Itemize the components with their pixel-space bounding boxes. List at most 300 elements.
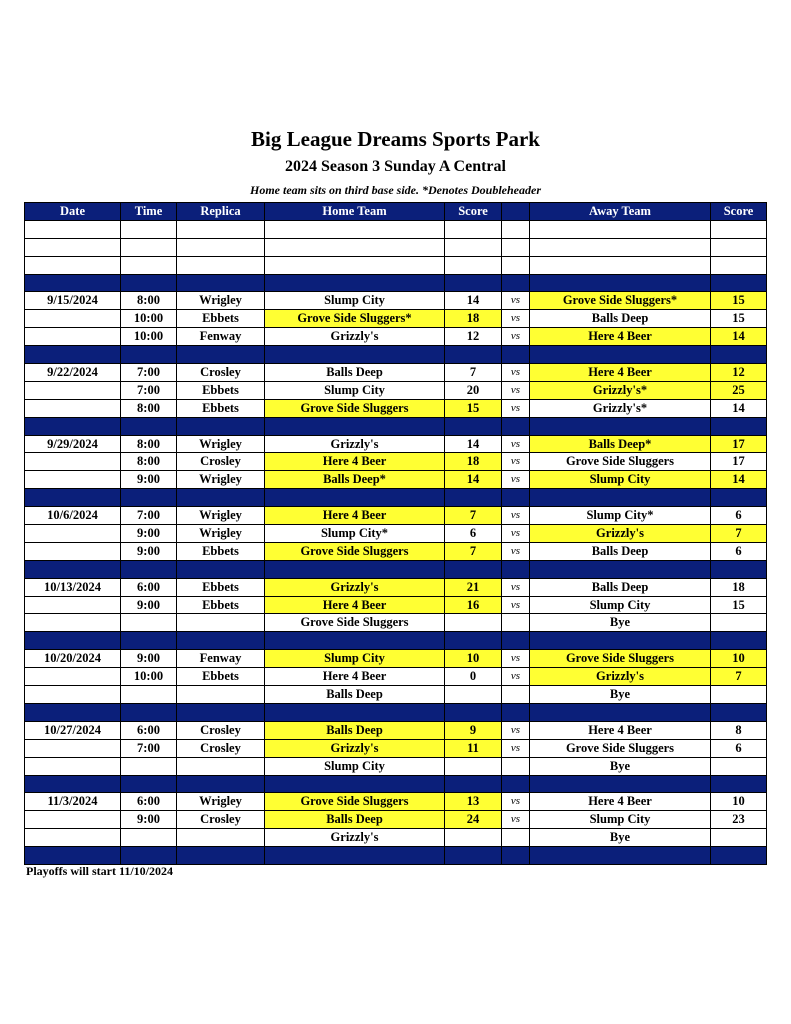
cell-away-team: Grove Side Sluggers [530,739,711,757]
cell-home-team [265,775,445,793]
cell-time: 8:00 [121,435,177,453]
col-header-away-team: Away Team [530,203,711,221]
cell-away-score [711,560,767,578]
week-separator-row [25,847,767,865]
cell-replica: Crosley [177,364,265,382]
week-separator-row [25,775,767,793]
cell-vs [502,274,530,292]
cell-replica: Wrigley [177,292,265,310]
cell-replica: Crosley [177,453,265,471]
cell-vs [502,238,530,256]
cell-home-score: 13 [445,793,502,811]
cell-home-team: Grove Side Sluggers [265,542,445,560]
cell-away-team [530,417,711,435]
cell-vs [502,775,530,793]
cell-away-score: 8 [711,721,767,739]
table-row [25,650,767,668]
cell-date [25,668,121,686]
cell-date [25,256,121,274]
cell-home-score [445,829,502,847]
cell-time: 7:00 [121,507,177,525]
cell-home-team: Grizzly's [265,829,445,847]
table-row [25,453,767,471]
cell-date [25,775,121,793]
cell-time [121,703,177,721]
cell-time: 6:00 [121,793,177,811]
cell-away-team: Grove Side Sluggers [530,650,711,668]
cell-vs [502,417,530,435]
cell-vs: vs [502,811,530,829]
table-row [25,507,767,525]
cell-home-score [445,274,502,292]
table-row [25,578,767,596]
cell-home-score: 14 [445,471,502,489]
cell-date: 10/13/2024 [25,578,121,596]
cell-time: 9:00 [121,542,177,560]
cell-vs: vs [502,721,530,739]
cell-time: 9:00 [121,596,177,614]
cell-away-team [530,489,711,507]
table-row [25,328,767,346]
cell-replica: Fenway [177,650,265,668]
cell-home-score: 0 [445,668,502,686]
cell-away-score: 12 [711,364,767,382]
cell-date [25,238,121,256]
cell-date [25,310,121,328]
cell-home-score: 15 [445,399,502,417]
cell-home-team: Balls Deep [265,721,445,739]
cell-home-score: 6 [445,525,502,543]
cell-vs: vs [502,453,530,471]
cell-home-team: Grizzly's [265,739,445,757]
table-row [25,542,767,560]
cell-time: 7:00 [121,364,177,382]
cell-home-score: 16 [445,596,502,614]
table-row [25,596,767,614]
cell-away-team: Here 4 Beer [530,721,711,739]
cell-away-score: 25 [711,381,767,399]
cell-vs [502,489,530,507]
cell-home-team: Balls Deep* [265,471,445,489]
cell-time: 7:00 [121,739,177,757]
col-header-replica: Replica [177,203,265,221]
cell-home-score: 14 [445,292,502,310]
cell-replica [177,220,265,238]
cell-away-team: Bye [530,614,711,632]
cell-home-team [265,703,445,721]
cell-vs [502,346,530,364]
cell-replica: Ebbets [177,310,265,328]
cell-time: 9:00 [121,525,177,543]
cell-replica: Ebbets [177,668,265,686]
cell-home-team [265,238,445,256]
cell-away-team [530,703,711,721]
cell-away-score: 6 [711,507,767,525]
cell-vs [502,829,530,847]
cell-date: 9/22/2024 [25,364,121,382]
cell-replica: Crosley [177,721,265,739]
table-row [25,399,767,417]
cell-away-score: 7 [711,525,767,543]
cell-home-team: Slump City [265,381,445,399]
cell-home-team [265,560,445,578]
cell-replica: Ebbets [177,542,265,560]
cell-time [121,238,177,256]
col-header-home-score: Score [445,203,502,221]
cell-away-score [711,614,767,632]
cell-home-team: Balls Deep [265,364,445,382]
cell-away-team: Grove Side Sluggers [530,453,711,471]
cell-replica: Wrigley [177,435,265,453]
cell-date [25,686,121,704]
cell-away-team [530,274,711,292]
cell-date [25,471,121,489]
cell-away-score [711,489,767,507]
cell-date [25,847,121,865]
cell-home-score [445,703,502,721]
cell-vs [502,256,530,274]
cell-away-team: Balls Deep* [530,435,711,453]
cell-time [121,757,177,775]
cell-home-team: Slump City* [265,525,445,543]
cell-home-score [445,632,502,650]
cell-away-team [530,346,711,364]
cell-home-team: Slump City [265,650,445,668]
table-row [25,435,767,453]
cell-date [25,703,121,721]
cell-home-team: Balls Deep [265,686,445,704]
table-header-row [25,203,767,221]
cell-home-team: Here 4 Beer [265,596,445,614]
cell-time [121,274,177,292]
cell-home-team [265,847,445,865]
cell-away-score [711,829,767,847]
cell-time: 8:00 [121,399,177,417]
cell-away-team: Balls Deep [530,542,711,560]
cell-time [121,560,177,578]
cell-date: 11/3/2024 [25,793,121,811]
cell-home-score: 11 [445,739,502,757]
cell-date [25,274,121,292]
cell-home-team [265,220,445,238]
table-row [25,525,767,543]
cell-home-score: 7 [445,507,502,525]
cell-replica: Ebbets [177,381,265,399]
page-note: Home team sits on third base side. *Denotes Doubleheader [250,183,541,197]
cell-away-team: Slump City [530,596,711,614]
cell-home-score [445,346,502,364]
cell-home-team: Slump City [265,757,445,775]
cell-away-score [711,238,767,256]
cell-away-team: Slump City* [530,507,711,525]
cell-replica [177,238,265,256]
cell-replica: Wrigley [177,525,265,543]
cell-home-score: 9 [445,721,502,739]
cell-home-score [445,220,502,238]
blank-row [25,220,767,238]
cell-replica [177,346,265,364]
cell-replica: Wrigley [177,471,265,489]
cell-time: 10:00 [121,668,177,686]
cell-away-score [711,632,767,650]
cell-vs: vs [502,507,530,525]
cell-date [25,757,121,775]
cell-vs: vs [502,364,530,382]
cell-replica [177,560,265,578]
cell-away-team: Here 4 Beer [530,328,711,346]
table-row [25,739,767,757]
col-header-date: Date [25,203,121,221]
cell-date [25,632,121,650]
table-row [25,292,767,310]
cell-away-score [711,220,767,238]
schedule-body [25,220,767,864]
cell-time [121,829,177,847]
cell-home-team: Balls Deep [265,811,445,829]
cell-away-team [530,632,711,650]
table-row [25,829,767,847]
cell-replica [177,417,265,435]
cell-replica [177,829,265,847]
cell-date: 9/29/2024 [25,435,121,453]
cell-date [25,829,121,847]
cell-date [25,453,121,471]
cell-home-score: 7 [445,364,502,382]
cell-away-score [711,757,767,775]
cell-away-score [711,775,767,793]
cell-away-score [711,256,767,274]
cell-away-score [711,847,767,865]
cell-vs [502,686,530,704]
cell-home-team: Grove Side Sluggers [265,793,445,811]
table-row [25,310,767,328]
col-header-time: Time [121,203,177,221]
cell-away-team [530,560,711,578]
cell-home-team: Grove Side Sluggers [265,614,445,632]
cell-time: 9:00 [121,471,177,489]
cell-home-score: 24 [445,811,502,829]
page-subtitle: 2024 Season 3 Sunday A Central [285,158,506,175]
cell-replica: Ebbets [177,596,265,614]
table-row [25,811,767,829]
cell-away-team: Grizzly's* [530,399,711,417]
cell-replica [177,847,265,865]
cell-vs [502,614,530,632]
cell-date [25,220,121,238]
cell-away-team [530,775,711,793]
cell-replica [177,256,265,274]
cell-date [25,739,121,757]
cell-replica [177,757,265,775]
cell-away-score: 14 [711,399,767,417]
cell-time: 8:00 [121,453,177,471]
cell-vs: vs [502,578,530,596]
cell-away-score: 15 [711,310,767,328]
cell-vs: vs [502,793,530,811]
cell-away-score: 6 [711,542,767,560]
table-row [25,381,767,399]
cell-replica: Wrigley [177,507,265,525]
cell-replica [177,775,265,793]
cell-home-score [445,256,502,274]
cell-time: 9:00 [121,811,177,829]
cell-replica: Ebbets [177,578,265,596]
week-separator-row [25,632,767,650]
cell-home-team [265,256,445,274]
cell-away-team: Bye [530,686,711,704]
cell-vs: vs [502,739,530,757]
cell-date: 10/20/2024 [25,650,121,668]
cell-away-score: 10 [711,793,767,811]
cell-replica [177,614,265,632]
cell-home-score: 7 [445,542,502,560]
cell-vs [502,560,530,578]
cell-date [25,811,121,829]
week-separator-row [25,489,767,507]
cell-home-team: Here 4 Beer [265,668,445,686]
cell-home-score [445,238,502,256]
cell-time [121,847,177,865]
cell-away-score [711,703,767,721]
cell-away-team [530,847,711,865]
week-separator-row [25,346,767,364]
cell-away-team [530,220,711,238]
cell-time: 7:00 [121,381,177,399]
col-header-away-score: Score [711,203,767,221]
cell-away-score: 14 [711,328,767,346]
cell-time [121,346,177,364]
cell-replica [177,632,265,650]
cell-replica [177,274,265,292]
cell-vs: vs [502,310,530,328]
cell-away-score: 17 [711,453,767,471]
cell-vs: vs [502,596,530,614]
cell-vs: vs [502,650,530,668]
cell-date [25,489,121,507]
cell-home-score: 20 [445,381,502,399]
cell-home-team: Slump City [265,292,445,310]
cell-home-score [445,417,502,435]
cell-replica [177,489,265,507]
cell-date [25,346,121,364]
cell-away-score: 7 [711,668,767,686]
cell-home-team [265,489,445,507]
cell-home-team: Here 4 Beer [265,453,445,471]
schedule-table [24,202,767,865]
blank-row [25,238,767,256]
cell-home-team: Grizzly's [265,435,445,453]
cell-replica [177,686,265,704]
cell-away-score: 18 [711,578,767,596]
cell-away-score: 6 [711,739,767,757]
cell-vs: vs [502,399,530,417]
cell-home-score [445,614,502,632]
week-separator-row [25,703,767,721]
cell-replica: Crosley [177,811,265,829]
page-title: Big League Dreams Sports Park [251,127,540,151]
cell-time: 8:00 [121,292,177,310]
cell-home-score [445,686,502,704]
table-row [25,614,767,632]
cell-home-team: Grizzly's [265,578,445,596]
cell-away-team: Slump City [530,471,711,489]
cell-date [25,542,121,560]
cell-away-score [711,274,767,292]
cell-home-score [445,560,502,578]
table-row [25,668,767,686]
cell-away-team: Here 4 Beer [530,364,711,382]
week-separator-row [25,274,767,292]
cell-time [121,256,177,274]
cell-time [121,686,177,704]
cell-away-score: 23 [711,811,767,829]
cell-away-score [711,417,767,435]
cell-time: 9:00 [121,650,177,668]
cell-home-team [265,417,445,435]
cell-away-team: Balls Deep [530,578,711,596]
cell-away-team: Bye [530,829,711,847]
cell-away-team: Grizzly's* [530,381,711,399]
cell-home-score: 14 [445,435,502,453]
cell-vs: vs [502,292,530,310]
cell-away-team: Here 4 Beer [530,793,711,811]
cell-home-score [445,775,502,793]
cell-away-team [530,238,711,256]
cell-home-team: Here 4 Beer [265,507,445,525]
cell-time [121,775,177,793]
cell-home-score [445,847,502,865]
cell-vs: vs [502,471,530,489]
cell-home-score [445,489,502,507]
cell-date [25,614,121,632]
cell-home-score: 12 [445,328,502,346]
cell-date [25,399,121,417]
cell-vs [502,632,530,650]
cell-vs [502,220,530,238]
cell-away-score [711,346,767,364]
cell-away-score: 17 [711,435,767,453]
table-row [25,364,767,382]
week-separator-row [25,560,767,578]
cell-away-team: Slump City [530,811,711,829]
cell-away-team: Balls Deep [530,310,711,328]
cell-date [25,596,121,614]
cell-home-team: Grove Side Sluggers [265,399,445,417]
cell-away-team: Grove Side Sluggers* [530,292,711,310]
cell-date [25,417,121,435]
cell-away-score: 15 [711,596,767,614]
cell-away-score [711,686,767,704]
cell-replica: Ebbets [177,399,265,417]
cell-date: 10/27/2024 [25,721,121,739]
blank-row [25,256,767,274]
cell-replica: Fenway [177,328,265,346]
cell-time: 10:00 [121,310,177,328]
cell-time [121,614,177,632]
week-separator-row [25,417,767,435]
cell-time [121,632,177,650]
cell-home-score [445,757,502,775]
cell-home-score: 18 [445,310,502,328]
cell-away-team: Grizzly's [530,525,711,543]
cell-time [121,220,177,238]
footer-note: Playoffs will start 11/10/2024 [26,864,173,878]
cell-home-team: Grove Side Sluggers* [265,310,445,328]
cell-date [25,525,121,543]
cell-vs: vs [502,542,530,560]
cell-home-score: 21 [445,578,502,596]
cell-vs: vs [502,668,530,686]
